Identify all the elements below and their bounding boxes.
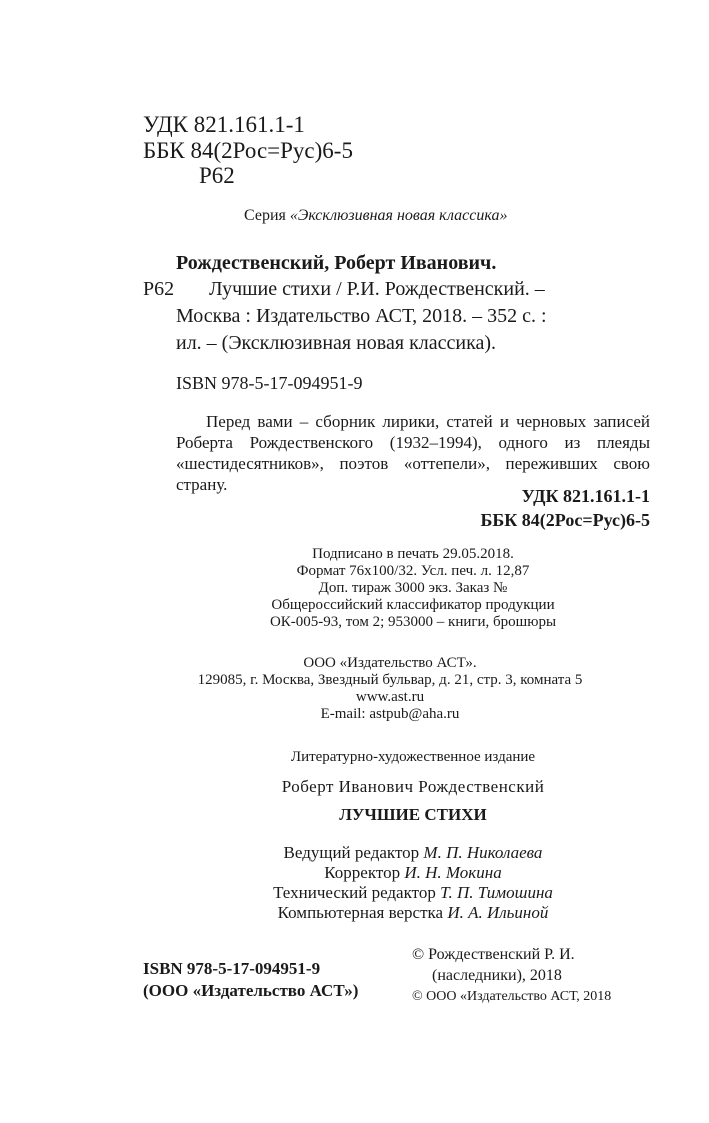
udk-code: УДК 821.161.1-1: [143, 112, 305, 137]
credit-name: М. П. Николаева: [423, 843, 543, 862]
print-info-line: Доп. тираж 3000 экз. Заказ №: [318, 580, 508, 596]
edition-title: ЛУЧШИЕ СТИХИ: [339, 805, 487, 824]
bib-line: ил. – (Эксклюзивная новая классика).: [176, 332, 497, 354]
publisher-line: ООО «Издательство АСТ».: [303, 655, 477, 671]
credit-role: Ведущий редактор: [283, 843, 420, 862]
credit-line: [176, 843, 650, 863]
series-name: «Эксклюзивная новая классика»: [289, 207, 508, 224]
bib-line: Москва : Издательство АСТ, 2018. – 352 с. :: [176, 305, 547, 327]
bib-line: Лучшие стихи / Р.И. Рождественский. –: [209, 278, 545, 300]
credits: [176, 843, 650, 923]
print-info-line: Общероссийский классификатор продукции: [271, 597, 555, 613]
annotation-bbk: ББК 84(2Рос=Рус)6-5: [480, 510, 650, 530]
publisher-line: www.ast.ru: [355, 689, 425, 705]
footer-isbn: ISBN 978-5-17-094951-9: [143, 959, 321, 978]
copyright-block: [412, 944, 611, 1007]
credit-name: И. Н. Мокина: [404, 863, 502, 882]
bib-isbn: ISBN 978-5-17-094951-9: [176, 373, 363, 393]
print-info-line: ОК-005-93, том 2; 953000 – книги, брошюры: [269, 614, 557, 630]
edition-type: Литературно-художественное издание: [290, 749, 536, 765]
print-info-line: Подписано в печать 29.05.2018.: [312, 546, 514, 562]
credit-name: Т. П. Тимошина: [440, 883, 553, 902]
print-info: [176, 546, 650, 631]
copyright-line: (наследники), 2018: [432, 967, 562, 984]
credit-role: Компьютерная верстка: [277, 903, 444, 922]
edition-author: Роберт Иванович Рождественский: [281, 777, 545, 796]
credit-role: Технический редактор: [273, 883, 436, 902]
publisher-info: [100, 655, 680, 723]
publisher-line: E-mail: astpub@aha.ru: [320, 706, 460, 722]
annotation-text: Перед вами – сборник лирики, статей и черновых записей Роберта Рождественского (1932–1994), одного из плеяды «шестидесятников», поэтов «оттепели», переживших свою страну.: [176, 412, 650, 494]
annotation-udk: УДК 821.161.1-1: [521, 486, 650, 506]
series-prefix: Серия: [244, 207, 290, 224]
footer-isbn-block: [143, 958, 358, 1002]
credit-line: [176, 903, 650, 923]
print-info-line: Формат 76x100/32. Усл. печ. л. 12,87: [296, 563, 530, 579]
bib-author: Рождественский, Роберт Иванович.: [176, 252, 497, 274]
credit-name: И. А. Ильиной: [447, 903, 549, 922]
footer-publisher: (ООО «Издательство АСТ»): [143, 981, 359, 1000]
series-line: [244, 207, 507, 225]
bib-mark: Р62: [143, 278, 175, 300]
annotation: [176, 411, 650, 495]
bbk-code: ББК 84(2Рос=Рус)6-5: [143, 138, 353, 163]
publisher-line: 129085, г. Москва, Звездный бульвар, д. 21, стр. 3, комната 5: [197, 672, 583, 688]
credit-role: Корректор: [324, 863, 401, 882]
author-mark: Р62: [199, 163, 235, 188]
credit-line: [176, 883, 650, 903]
copyright-line: © ООО «Издательство АСТ, 2018: [412, 989, 612, 1004]
copyright-line: © Рождественский Р. И.: [412, 946, 575, 963]
credit-line: [176, 863, 650, 883]
